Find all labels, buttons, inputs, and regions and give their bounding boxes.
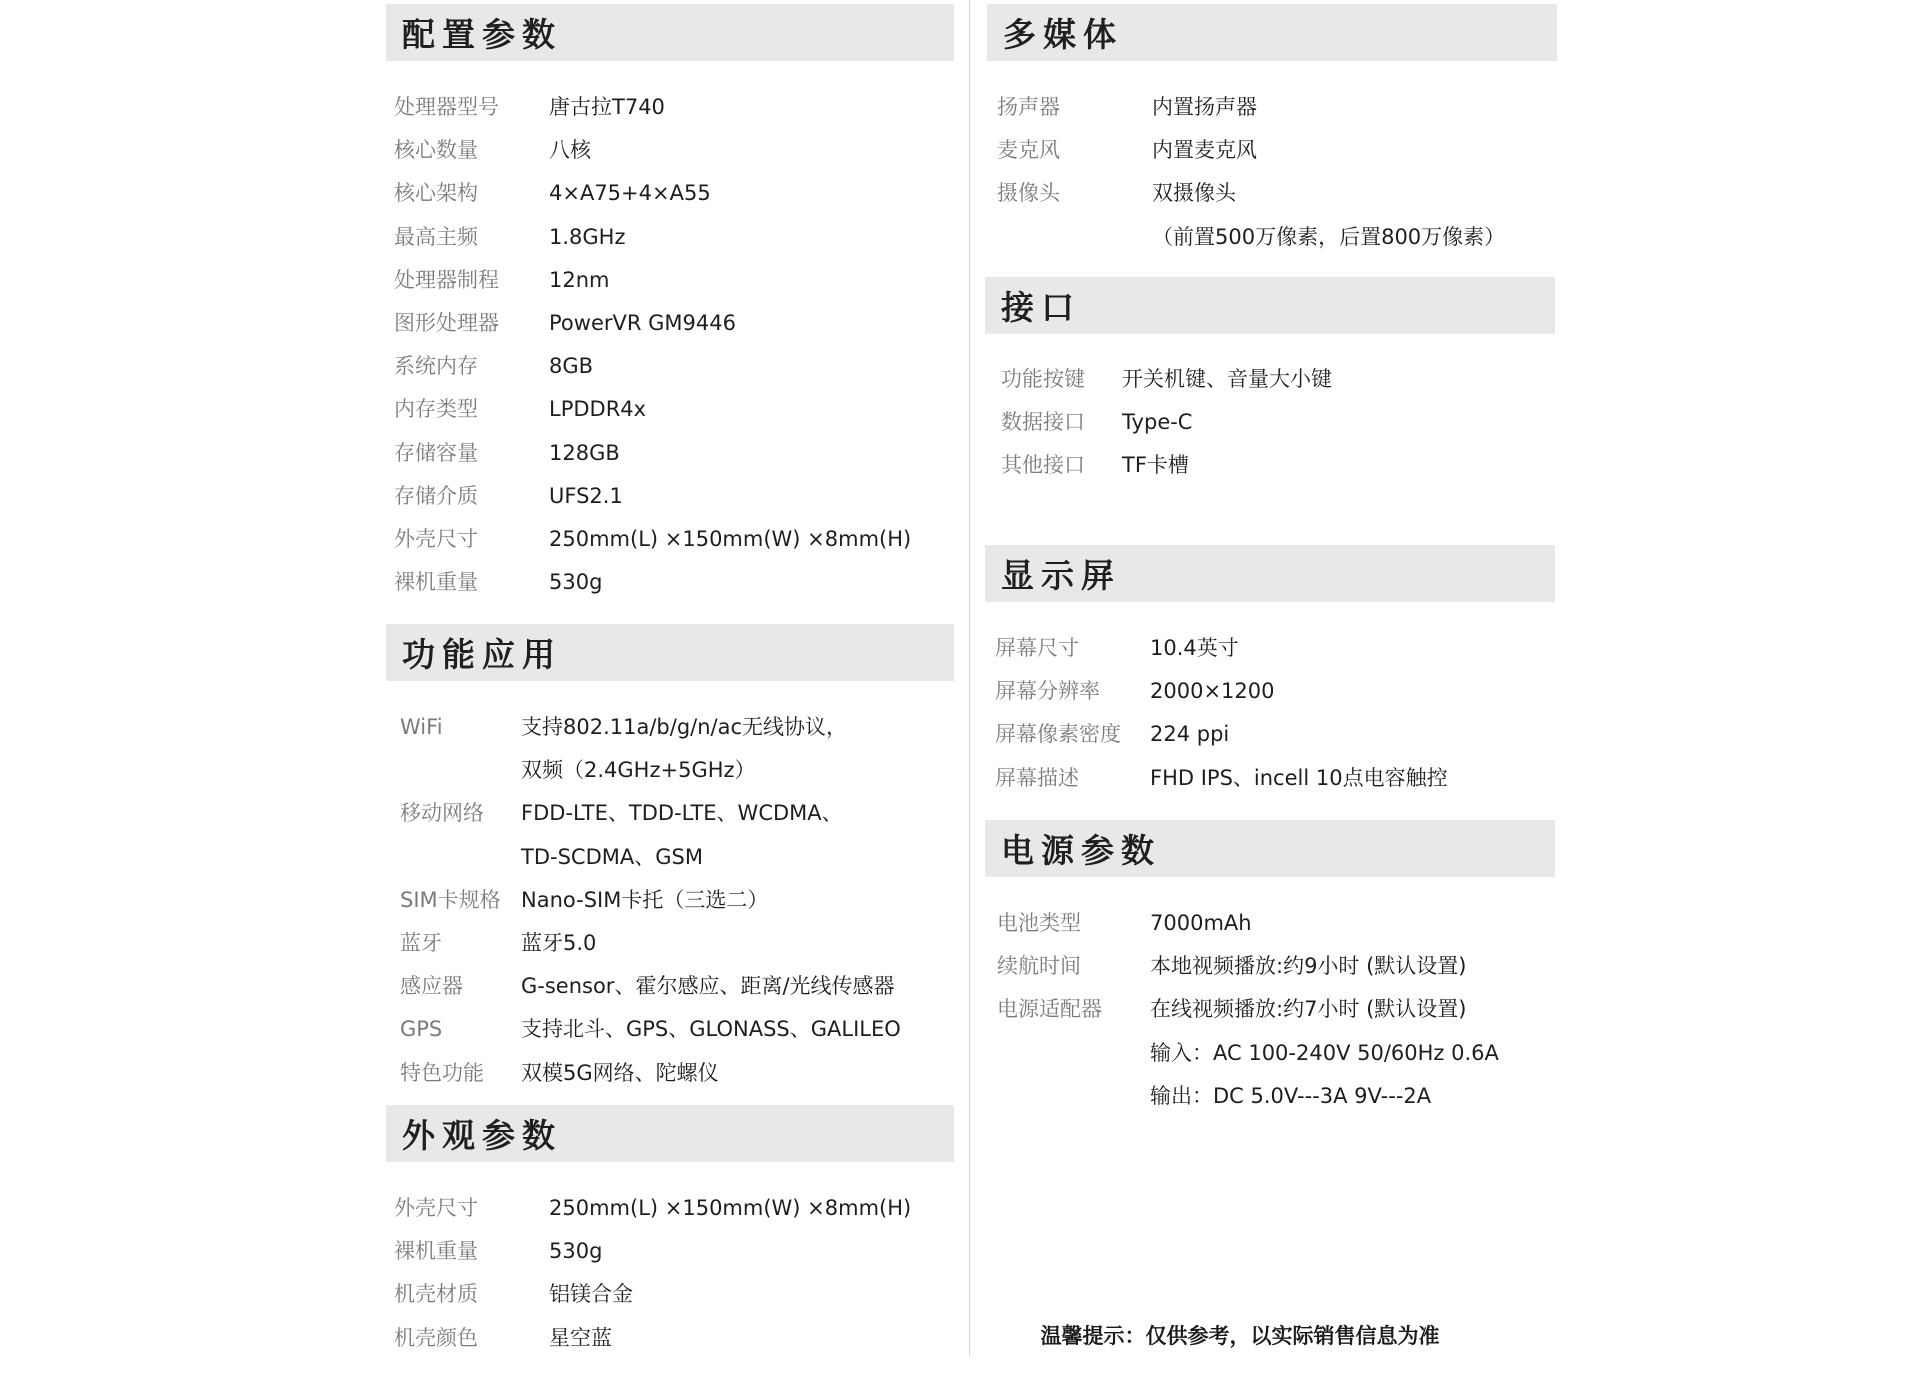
- spec-row: [386, 1317, 954, 1360]
- spec-value: （前置500万像素，后置800万像素）: [1152, 224, 1506, 249]
- section-title: 功能应用: [402, 635, 562, 674]
- spec-label: GPS: [400, 1017, 443, 1042]
- spec-label: 内存类型: [394, 397, 478, 422]
- spec-value: 双摄像头: [1152, 181, 1236, 206]
- spec-label: 机壳颜色: [394, 1325, 478, 1350]
- spec-row: [386, 561, 954, 604]
- spec-value: 224 ppi: [1150, 722, 1230, 747]
- spec-value: 支持北斗、GPS、GLONASS、GALILEO: [521, 1017, 901, 1042]
- spec-row: [386, 749, 954, 792]
- spec-label: 存储介质: [394, 483, 478, 508]
- spec-label: 麦克风: [997, 138, 1060, 163]
- spec-value: 八核: [549, 138, 591, 163]
- spec-label: 裸机重量: [394, 1239, 478, 1264]
- spec-value: 250mm(L) ×150mm(W) ×8mm(H): [549, 527, 912, 551]
- spec-value: FDD-LTE、TDD-LTE、WCDMA、: [521, 801, 843, 826]
- spec-row: [386, 302, 954, 345]
- spec-row: [386, 1008, 954, 1051]
- spec-label: 感应器: [400, 974, 463, 999]
- spec-row: [987, 86, 1557, 129]
- spec-value: PowerVR GM9446: [549, 311, 736, 335]
- spec-label: 屏幕像素密度: [995, 722, 1121, 747]
- spec-row: [987, 129, 1557, 172]
- spec-row: [985, 1032, 1555, 1075]
- section-header: [386, 1105, 954, 1162]
- spec-label: 最高主频: [394, 224, 478, 249]
- spec-label: 蓝牙: [400, 931, 442, 955]
- spec-label: 电源适配器: [997, 997, 1102, 1022]
- spec-row: [386, 518, 954, 561]
- spec-value: 铝镁合金: [549, 1282, 633, 1307]
- spec-label: 移动网络: [400, 801, 484, 826]
- spec-row: [386, 345, 954, 388]
- spec-value: LPDDR4x: [549, 397, 647, 422]
- spec-label: 处理器制程: [394, 267, 499, 292]
- spec-row: [985, 670, 1555, 713]
- spec-value: 内置扬声器: [1152, 95, 1257, 119]
- spec-label: 核心数量: [394, 138, 478, 163]
- spec-label: 续航时间: [997, 954, 1081, 979]
- section-title: 配置参数: [402, 15, 562, 54]
- spec-row: [386, 216, 954, 259]
- spec-value: 开关机键、音量大小键: [1122, 367, 1332, 391]
- spec-row: [386, 86, 954, 129]
- spec-value: 输入：AC 100-240V 50/60Hz 0.6A: [1150, 1040, 1499, 1065]
- spec-row: [985, 757, 1555, 800]
- spec-value: 250mm(L) ×150mm(W) ×8mm(H): [549, 1196, 912, 1220]
- spec-label: 裸机重量: [394, 570, 478, 595]
- spec-row: [985, 401, 1555, 444]
- spec-label: 功能按键: [1001, 367, 1085, 391]
- spec-row: [985, 627, 1555, 670]
- spec-row: [985, 945, 1555, 988]
- spec-row: [386, 259, 954, 302]
- section-title: 显示屏: [1001, 556, 1121, 595]
- spec-row: [386, 1230, 954, 1273]
- spec-label: 外壳尺寸: [394, 527, 478, 551]
- spec-value: UFS2.1: [549, 483, 623, 508]
- spec-value: 8GB: [549, 354, 594, 379]
- spec-label: 图形处理器: [394, 311, 499, 335]
- disclaimer-note: 温馨提示：仅供参考，以实际销售信息为准: [1040, 1324, 1440, 1348]
- spec-row: [386, 965, 954, 1008]
- spec-value: G-sensor、霍尔感应、距离/光线传感器: [521, 974, 895, 999]
- spec-value: 双频（2.4GHz+5GHz）: [521, 758, 756, 783]
- spec-value: 内置麦克风: [1152, 138, 1257, 163]
- spec-label: 存储容量: [394, 440, 478, 465]
- spec-value: 双模5G网络、陀螺仪: [521, 1060, 719, 1085]
- section-title: 电源参数: [1001, 831, 1161, 870]
- spec-value: 2000×1200: [1150, 679, 1275, 704]
- spec-label: 屏幕尺寸: [995, 636, 1079, 660]
- spec-row: [985, 713, 1555, 756]
- spec-label: 特色功能: [400, 1060, 484, 1085]
- spec-label: 屏幕描述: [995, 765, 1079, 790]
- spec-row: [985, 902, 1555, 945]
- spec-label: 摄像头: [997, 181, 1060, 206]
- section-ports: [985, 277, 1555, 487]
- spec-value: 星空蓝: [549, 1325, 612, 1350]
- spec-row: [386, 879, 954, 922]
- spec-value: 10.4英寸: [1150, 636, 1239, 660]
- spec-label: 扬声器: [997, 95, 1060, 119]
- section-header: [985, 545, 1555, 602]
- column-divider: [969, 0, 970, 1355]
- spec-label: 外壳尺寸: [394, 1196, 478, 1220]
- spec-value: 12nm: [549, 267, 610, 292]
- spec-row: [386, 836, 954, 879]
- section-power: [985, 820, 1555, 1120]
- section-title: 外观参数: [402, 1116, 562, 1155]
- spec-row: [386, 172, 954, 215]
- spec-row: [987, 172, 1557, 215]
- spec-row: [985, 358, 1555, 401]
- spec-row: [386, 432, 954, 475]
- spec-value: 530g: [549, 1239, 603, 1264]
- spec-row: [386, 706, 954, 749]
- spec-value: 输出：DC 5.0V---3A 9V---2A: [1150, 1083, 1432, 1108]
- spec-value: Type-C: [1122, 410, 1193, 435]
- spec-row: [985, 444, 1555, 487]
- spec-value: 128GB: [549, 440, 620, 465]
- spec-value: 1.8GHz: [549, 224, 626, 249]
- spec-row: [386, 1273, 954, 1316]
- spec-row: [987, 216, 1557, 259]
- spec-row: [386, 1052, 954, 1095]
- spec-label: 机壳材质: [394, 1282, 478, 1307]
- spec-row: [386, 475, 954, 518]
- spec-row: [386, 792, 954, 835]
- section-title: 接口: [1001, 288, 1081, 327]
- spec-label: 处理器型号: [394, 95, 499, 119]
- spec-row: [985, 1075, 1555, 1118]
- spec-label: 其他接口: [1001, 453, 1085, 478]
- spec-value: 在线视频播放:约7小时 (默认设置): [1150, 997, 1467, 1022]
- spec-label: WiFi: [400, 715, 443, 739]
- spec-value: 蓝牙5.0: [521, 931, 597, 955]
- spec-value: 本地视频播放:约9小时 (默认设置): [1150, 954, 1467, 979]
- spec-value: 7000mAh: [1150, 911, 1252, 935]
- spec-value: Nano-SIM卡托（三选二）: [521, 887, 769, 912]
- section-header: [985, 277, 1555, 334]
- spec-label: SIM卡规格: [400, 887, 501, 912]
- section-features: [386, 624, 954, 1104]
- spec-label: 核心架构: [394, 181, 478, 206]
- spec-label: 系统内存: [394, 354, 478, 379]
- section-header: [985, 820, 1555, 877]
- spec-row: [386, 1187, 954, 1230]
- spec-value: 4×A75+4×A55: [549, 181, 711, 206]
- spec-row: [386, 388, 954, 431]
- section-config: [386, 4, 954, 601]
- spec-value: FHD IPS、incell 10点电容触控: [1150, 765, 1448, 790]
- spec-row: [386, 129, 954, 172]
- spec-value: 唐古拉T740: [549, 95, 665, 119]
- section-title: 多媒体: [1003, 15, 1123, 54]
- spec-value: 支持802.11a/b/g/n/ac无线协议，: [521, 715, 848, 739]
- spec-value: TD-SCDMA、GSM: [521, 844, 703, 869]
- section-multimedia: [987, 4, 1557, 264]
- section-display: [985, 545, 1555, 805]
- spec-value: TF卡槽: [1122, 453, 1189, 478]
- section-header: [386, 624, 954, 681]
- spec-label: 电池类型: [997, 911, 1081, 935]
- spec-label: 屏幕分辨率: [995, 679, 1100, 704]
- section-header: [386, 4, 954, 61]
- spec-row: [386, 922, 954, 965]
- section-appearance: [386, 1105, 954, 1365]
- spec-label: 数据接口: [1001, 410, 1085, 435]
- spec-row: [985, 988, 1555, 1031]
- section-header: [987, 4, 1557, 61]
- spec-value: 530g: [549, 570, 603, 595]
